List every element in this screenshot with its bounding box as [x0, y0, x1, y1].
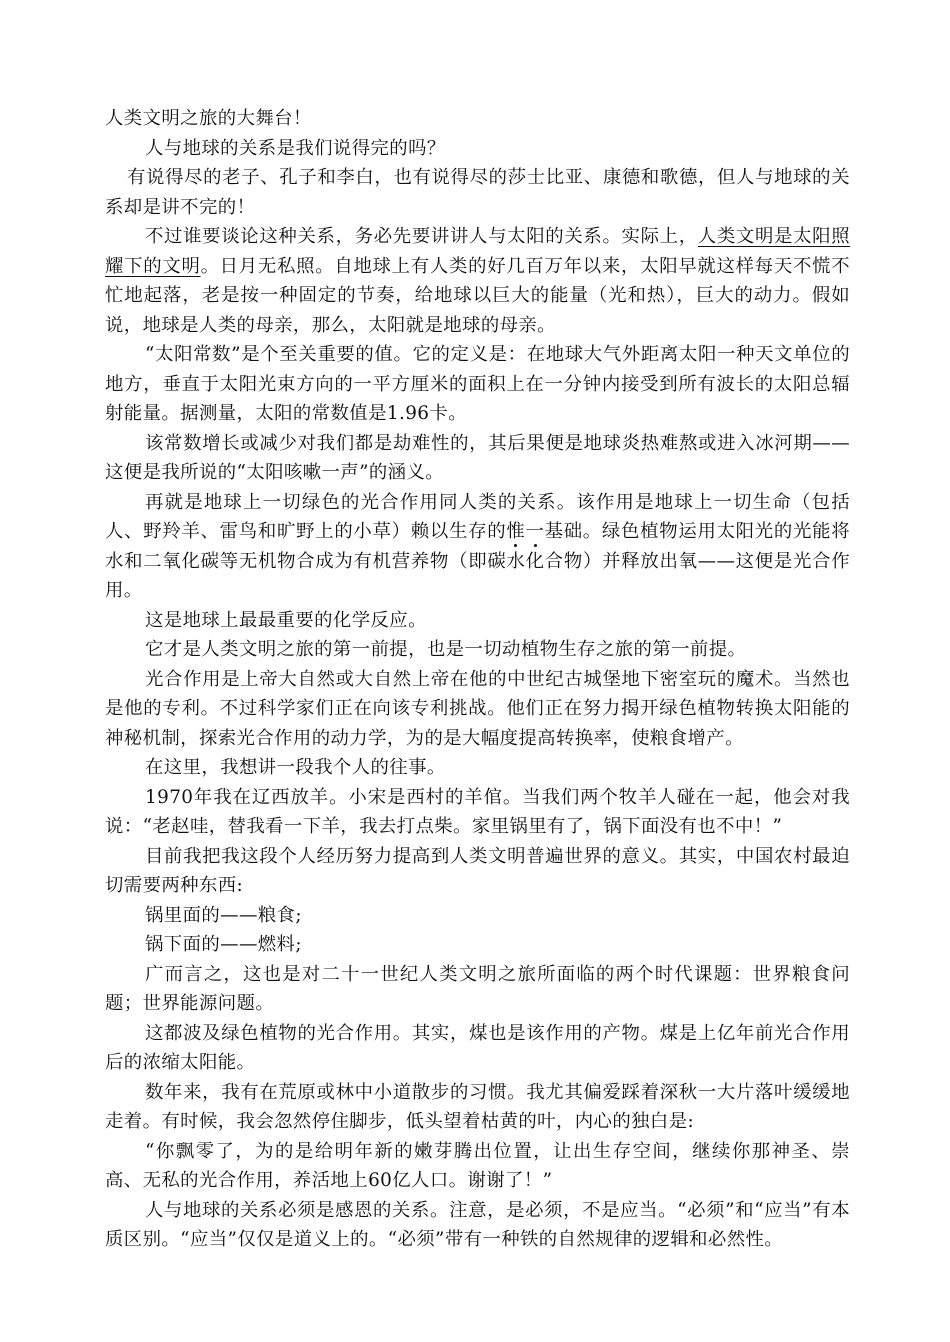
- paragraph-15: 锅下面的——燃料;: [145, 934, 302, 955]
- paragraph-11: 在这里，我想讲一段我个人的往事。: [145, 757, 446, 778]
- paragraph-7-text-b: 基础。绿色植物运用太阳光的光能将水和二氧化碳等无机物合成为有机营养物（即碳水化合物）并释放出氧——这便是光合作用。: [105, 521, 851, 601]
- paragraph-6: 该常数增长或减少对我们都是劫难性的，其后果便是地球炎热难熬或进入冰河期——这便是我所说的“太阳咳嗽一声”的涵义。: [105, 432, 850, 483]
- paragraph-3: 有说得尽的老子、孔子和李白，也有说得尽的莎士比亚、康德和歌德，但人与地球的关系却是讲不完的！: [105, 167, 850, 218]
- paragraph-7: [105, 488, 850, 606]
- paragraph-2: 人与地球的关系是我们说得完的吗？: [145, 137, 446, 159]
- emphasis-dot-char-2: 一: [525, 521, 545, 542]
- paragraph-20: 人与地球的关系必须是感恩的关系。注意，是必须，不是应当。“必须”和“应当”有本质区别。“应当”仅仅是道义上的。“必须”带有一种铁的自然规律的逻辑和必然性。: [105, 1199, 850, 1250]
- paragraph-12: 1970年我在辽西放羊。小宋是西村的羊倌。当我们两个牧羊人碰在一起，他会对我说：“老赵哇，替我看一下羊，我去打点柴。家里锅里有了，锅下面没有也不中！”: [105, 786, 850, 837]
- paragraph-18: 数年来，我有在荒原或林中小道散步的习惯。我尤其偏爱踩着深秋一大片落叶缓缓地走着。有时候，我会忽然停住脚步，低头望着枯黄的叶，内心的独白是:: [105, 1081, 850, 1132]
- paragraph-1: 人类文明之旅的大舞台！: [105, 108, 312, 129]
- paragraph-5: “太阳常数”是个至关重要的值。它的定义是：在地球大气外距离太阳一种天文单位的地方，垂直于太阳光束方向的一平方厘米的面积上在一分钟内接受到所有波长的太阳总辐射能量。据测量，太阳的常数值是1.96卡。: [105, 344, 850, 424]
- paragraph-4-text-b: 。日月无私照。自地球上有人类的好几百万年以来，太阳早就这样每天不慌不忙地起落，老是按一种固定的节奏，给地球以巨大的能量（光和热），巨大的动力。假如说，地球是人类的母亲，那么，太阳就是地球的母亲。: [105, 255, 850, 336]
- paragraph-14: 锅里面的——粮食;: [145, 904, 302, 926]
- underlined-phrase: 人类文明是太阳照耀下的文明: [105, 226, 850, 277]
- paragraph-17: 这都波及绿色植物的光合作用。其实，煤也是该作用的产物。煤是上亿年前光合作用后的浓缩太阳能。: [105, 1022, 850, 1073]
- paragraph-10: 光合作用是上帝大自然或大自然上帝在他的中世纪古城堡地下密室玩的魔术。当然也是他的专利。不过科学家们正在向该专利挑战。他们正在努力揭开绿色植物转换太阳能的神秘机制，探索光合作用的动力学，为的是大幅度提高转换率，使粮食增产。: [105, 668, 850, 749]
- paragraph-13: 目前我把我这段个人经历努力提高到人类文明普遍世界的意义。其实，中国农村最迫切需要两种东西:: [105, 845, 850, 896]
- paragraph-4: [105, 222, 850, 340]
- paragraph-9: 它才是人类文明之旅的第一前提，也是一切动植物生存之旅的第一前提。: [145, 639, 747, 660]
- paragraph-8: 这是地球上最最重要的化学反应。: [145, 609, 427, 631]
- paragraph-7-text-a: 再就是地球上一切绿色的光合作用同人类的关系。该作用是地球上一切生命（包括人、野羚羊、雷鸟和旷野上的小草）赖以生存的: [105, 491, 850, 542]
- paragraph-4-text-a: 不过谁要谈论这种关系，务必先要讲讲人与太阳的关系。实际上，: [145, 226, 698, 247]
- paragraph-16: 广而言之，这也是对二十一世纪人类文明之旅所面临的两个时代课题：世界粮食问题；世界能源问题。: [105, 963, 850, 1014]
- paragraph-19: “你飘零了，为的是给明年新的嫩芽腾出位置，让出生存空间，继续你那神圣、崇高、无私的光合作用，养活地上60亿人口。谢谢了！”: [105, 1140, 850, 1191]
- emphasis-dot-char-1: 惟: [506, 521, 526, 542]
